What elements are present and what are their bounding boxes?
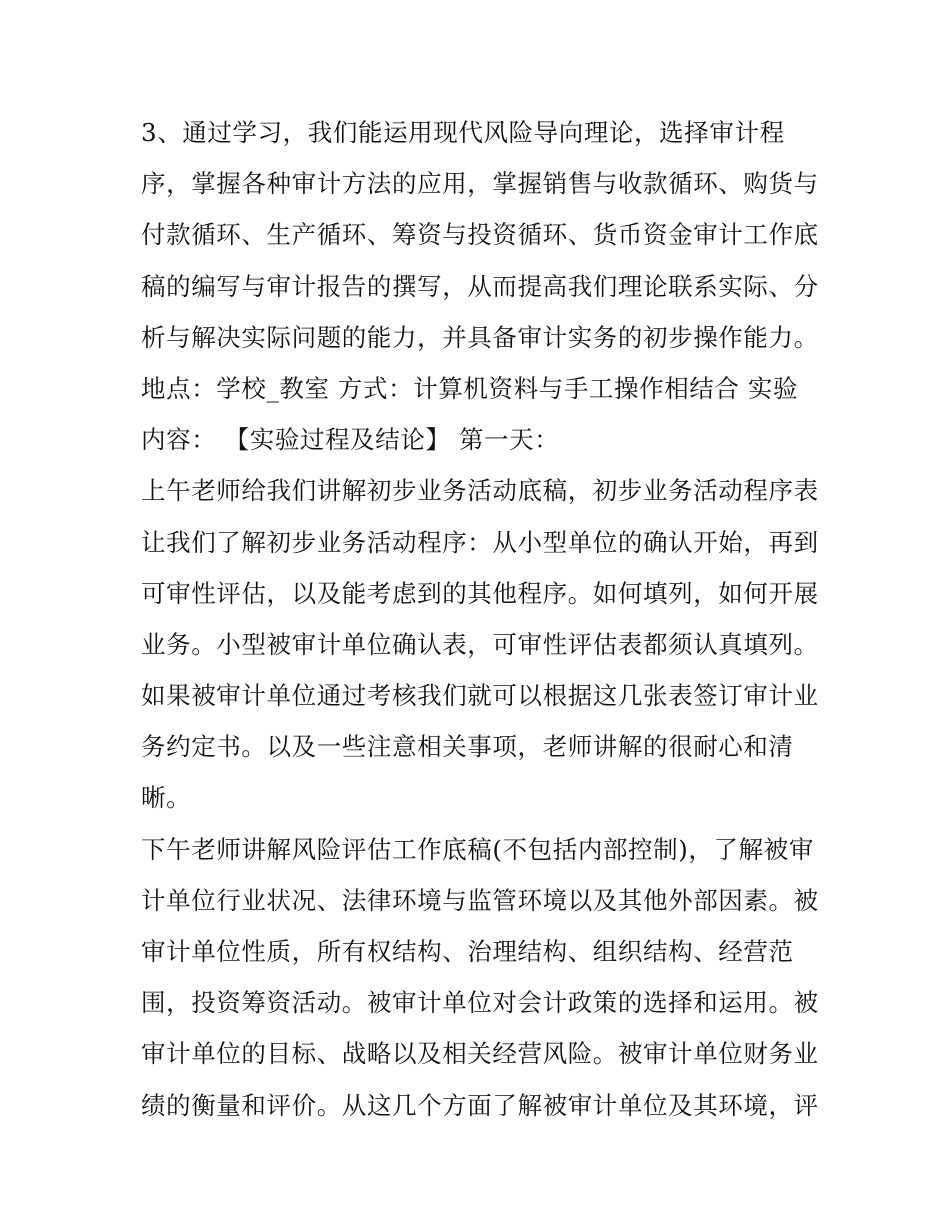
body-text [141, 107, 821, 1131]
text-line: 稿的编写与审计报告的撰写，从而提高我们理论联系实际、分 [141, 271, 819, 301]
text-line: 绩的衡量和评价。从这几个方面了解被审计单位及其环境，评 [141, 1090, 819, 1120]
text-line: 可审性评估，以及能考虑到的其他程序。如何填列，如何开展 [141, 578, 819, 608]
text-line: 围，投资筹资活动。被审计单位对会计政策的选择和运用。被 [141, 988, 819, 1018]
text-line: 计单位行业状况、法律环境与监管环境以及其他外部因素。被 [141, 885, 819, 915]
text-line: 下午老师讲解风险评估工作底稿(不包括内部控制)，了解被审 [141, 834, 814, 864]
text-line: 地点：学校_教室 方式：计算机资料与手工操作相结合 实验 [141, 373, 799, 403]
text-line: 上午老师给我们讲解初步业务活动底稿，初步业务活动程序表 [141, 476, 819, 506]
text-line: 让我们了解初步业务活动程序：从小型单位的确认开始，再到 [141, 527, 819, 557]
text-line: 业务。小型被审计单位确认表，可审性评估表都须认真填列。 [141, 629, 819, 659]
text-line: 析与解决实际问题的能力，并具备审计实务的初步操作能力。 [141, 322, 819, 352]
text-line: 务约定书。以及一些注意相关事项，老师讲解的很耐心和清 [141, 732, 794, 762]
text-line: 序，掌握各种审计方法的应用，掌握销售与收款循环、购货与 [141, 169, 819, 199]
text-line: 审计单位性质，所有权结构、治理结构、组织结构、经营范 [141, 937, 794, 966]
text-line: 如果被审计单位通过考核我们就可以根据这几张表签订审计业 [141, 681, 819, 711]
text-line: 内容： 【实验过程及结论】 第一天： [141, 425, 560, 455]
text-line: 晰。 [141, 783, 192, 813]
text-line: 付款循环、生产循环、筹资与投资循环、货币资金审计工作底 [141, 220, 819, 250]
text-line: 3、通过学习，我们能运用现代风险导向理论，选择审计程 [141, 118, 785, 147]
text-line: 审计单位的目标、战略以及相关经营风险。被审计单位财务业 [141, 1039, 819, 1069]
